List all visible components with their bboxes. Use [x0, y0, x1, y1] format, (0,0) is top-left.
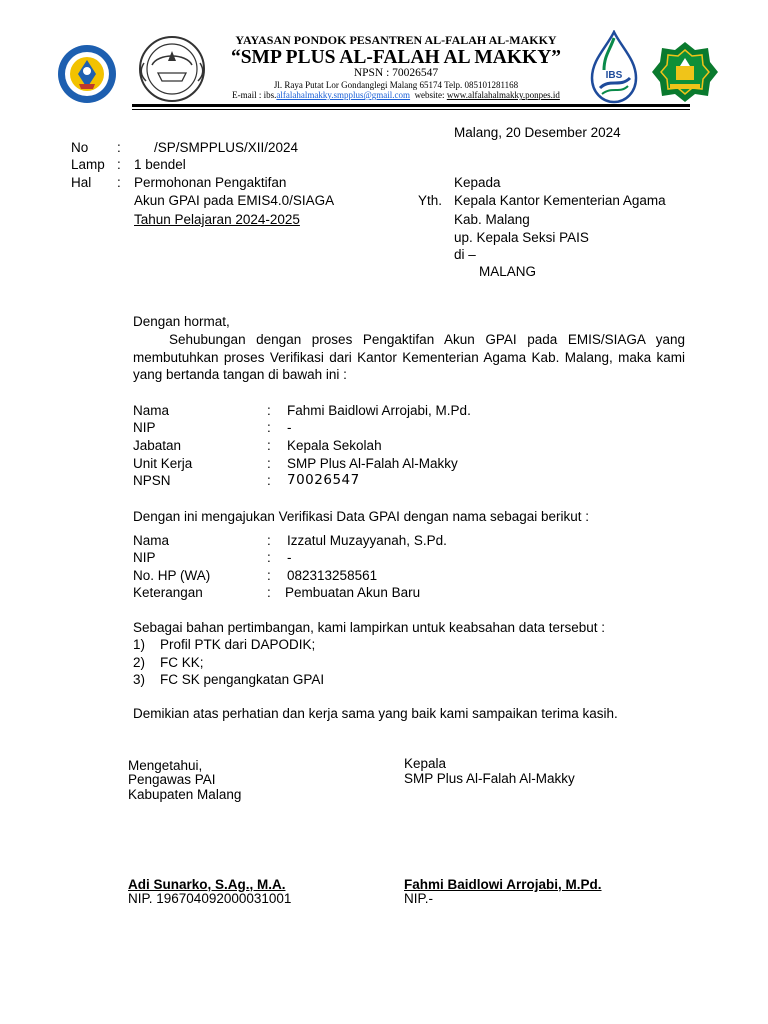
recipient-line-2: Kab. Malang	[454, 212, 530, 227]
email-link[interactable]: alfalahalmakky.smpplus@gmail.com	[276, 90, 411, 100]
signer-label: Jabatan	[133, 438, 182, 453]
lamp-colon: :	[117, 157, 121, 172]
left-sig-line-3: Kabupaten Malang	[128, 787, 242, 802]
no-label: No	[71, 140, 89, 155]
signer-value: SMP Plus Al-Falah Al-Makky	[287, 456, 458, 471]
letter-number: /SP/SMPPLUS/XII/2024	[154, 140, 299, 155]
teacher-label: Nama	[133, 533, 170, 548]
signer-label: NPSN	[133, 473, 171, 488]
signer-colon: :	[267, 420, 271, 435]
signer-label: NIP	[133, 420, 156, 435]
right-sig-line-2: SMP Plus Al-Falah Al-Makky	[404, 771, 575, 786]
signer-colon: :	[267, 438, 271, 453]
letterhead-rule-thin	[132, 109, 690, 110]
teacher-label: NIP	[133, 550, 156, 565]
ibs-logo-text: IBS	[605, 70, 623, 81]
teacher-colon: :	[267, 550, 271, 565]
hal-line-2: Akun GPAI pada EMIS4.0/SIAGA	[134, 193, 335, 208]
hal-colon: :	[117, 175, 121, 190]
teacher-value: -	[287, 550, 292, 565]
teacher-colon: :	[267, 585, 271, 600]
signer-value: -	[287, 420, 292, 435]
left-signatory-name: Adi Sunarko, S.Ag., M.A.	[128, 877, 286, 892]
school-contact	[0, 90, 768, 100]
kepada-label: Kepada	[454, 175, 501, 190]
teacher-colon: :	[267, 533, 271, 548]
foundation-name: YAYASAN PONDOK PESANTREN AL-FALAH AL-MAKKY	[235, 33, 557, 47]
list-item: FC KK;	[160, 655, 204, 670]
right-sig-line-1: Kepala	[404, 756, 447, 771]
request-paragraph: Dengan ini mengajukan Verifikasi Data GPAI dengan nama sebagai berikut :	[133, 509, 590, 524]
yth-label: Yth.	[418, 193, 443, 208]
signer-value: Kepala Sekolah	[287, 438, 382, 453]
website-link[interactable]: www.alfalahalmakky.ponpes.id	[446, 90, 560, 100]
intro-paragraph: Sehubungan dengan proses Pengaktifan Akun GPAI pada EMIS/SIAGA yang membutuhkan proses Verifikasi dari Kantor Kementerian Agama Kab. Malang, maka kami yang bertanda tangan di bawah ini :	[133, 332, 685, 382]
teacher-value: Pembuatan Akun Baru	[285, 585, 421, 600]
email-label: E-mail : ibs.	[232, 90, 277, 100]
attachment-intro: Sebagai bahan pertimbangan, kami lampirkan untuk keabsahan data tersebut :	[133, 620, 606, 635]
hal-label: Hal	[71, 175, 92, 190]
right-signatory-name: Fahmi Baidlowi Arrojabi, M.Pd.	[404, 877, 602, 892]
no-colon: :	[117, 140, 121, 155]
lamp-label: Lamp	[71, 157, 105, 172]
signer-colon: :	[267, 456, 271, 471]
place-date: Malang, 20 Desember 2024	[454, 125, 621, 140]
recipient-line-4: di –	[454, 247, 476, 262]
signer-colon: :	[267, 403, 271, 418]
hal-line-1: Permohonan Pengaktifan	[134, 175, 287, 190]
recipient-line-1: Kepala Kantor Kementerian Agama	[454, 193, 666, 208]
closing-paragraph: Demikian atas perhatian dan kerja sama yang baik kami sampaikan terima kasih.	[133, 706, 618, 721]
recipient-line-5: MALANG	[479, 264, 537, 279]
hal-line-3: Tahun Pelajaran 2024-2025	[134, 212, 300, 227]
teacher-label: Keterangan	[133, 585, 203, 600]
teacher-value: Izzatul Muzayyanah, S.Pd.	[287, 533, 447, 548]
greeting: Dengan hormat,	[133, 314, 230, 329]
school-npsn: NPSN : 70026547	[353, 67, 439, 79]
signer-label: Unit Kerja	[133, 456, 193, 471]
list-item: FC SK pengangkatan GPAI	[160, 672, 325, 687]
school-address: Jl. Raya Putat Lor Gondanglegi Malang 65174 Telp. 085101281168	[273, 80, 519, 90]
right-signatory-nip: NIP.-	[404, 891, 434, 906]
lamp-value: 1 bendel	[134, 157, 186, 172]
left-sig-line-2: Pengawas PAI	[128, 772, 216, 787]
letterhead-rule-thick	[132, 104, 690, 107]
teacher-colon: :	[267, 568, 271, 583]
website-label: website:	[410, 90, 447, 100]
teacher-label: No. HP (WA)	[133, 568, 211, 583]
signer-value: 70026547	[287, 472, 360, 488]
list-item: Profil PTK dari DAPODIK;	[160, 637, 316, 652]
signer-label: Nama	[133, 403, 170, 418]
left-signatory-nip: NIP. 196704092000031001	[128, 891, 292, 906]
signer-value: Fahmi Baidlowi Arrojabi, M.Pd.	[287, 403, 471, 418]
list-item-number: 3)	[133, 672, 146, 687]
school-name: “SMP PLUS AL-FALAH AL MAKKY”	[230, 47, 562, 68]
teacher-value: 082313258561	[287, 568, 378, 583]
recipient-line-3: up. Kepala Seksi PAIS	[454, 230, 589, 245]
list-item-number: 1)	[133, 637, 146, 652]
signer-colon: :	[267, 473, 271, 488]
left-sig-line-1: Mengetahui,	[128, 758, 203, 773]
list-item-number: 2)	[133, 655, 146, 670]
